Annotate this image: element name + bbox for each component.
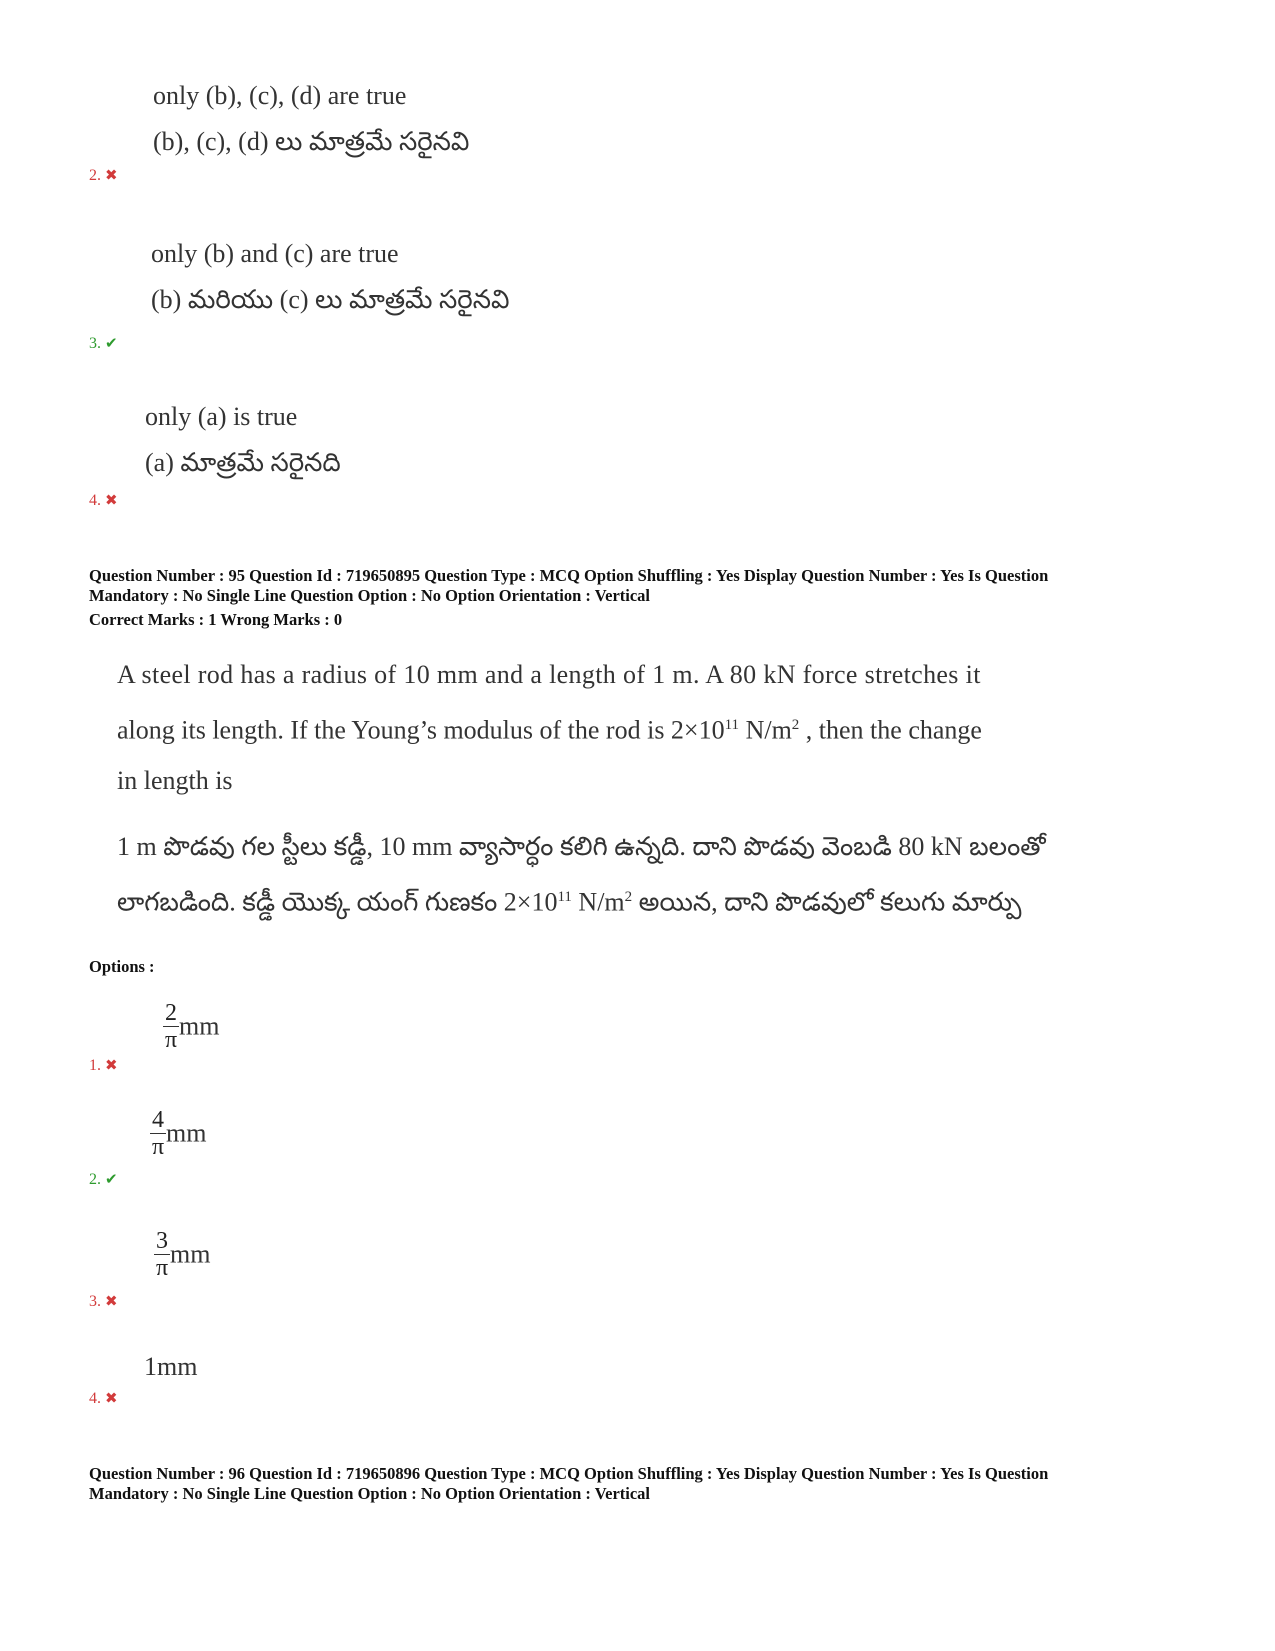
option-text-te: (a) మాత్రమే సరైనది: [145, 448, 341, 477]
option-text-te: (b) మరియు (c) లు మాత్రమే సరైనవి: [151, 285, 510, 314]
fraction: [150, 1107, 166, 1160]
option-number: 4.: [89, 1390, 101, 1407]
option-marker: [89, 1057, 118, 1075]
question-line-part: లాగబడింది. కడ్డీ యొక్క యంగ్ గుణకం 2×10: [117, 887, 558, 917]
unit: N/m: [739, 715, 792, 745]
option-number: 4.: [89, 492, 101, 509]
denominator: π: [164, 1027, 178, 1053]
question-95-text-en: [117, 650, 1017, 806]
question-meta-line: Question Number : 95 Question Id : 719650895 Question Type : MCQ Option Shuffling : Yes Display Question Number : Yes Is Question: [89, 566, 1049, 585]
option-number: 1.: [89, 1057, 101, 1074]
options-label: Options :: [89, 957, 155, 976]
option-number: 2.: [89, 167, 101, 184]
option-text-en: only (b) and (c) are true: [151, 239, 399, 268]
option-number: 2.: [89, 1171, 101, 1188]
option-number: 3.: [89, 335, 101, 352]
option-marker: [89, 1390, 118, 1408]
check-mark-icon: ✔: [105, 336, 118, 352]
question-line-part: , then the change: [799, 715, 982, 745]
cross-mark-icon: ✖: [105, 1391, 118, 1407]
unit: N/m: [571, 887, 625, 917]
option-formula: [150, 1107, 206, 1160]
question-meta-line: Mandatory : No Single Line Question Option : No Option Orientation : Vertical: [89, 586, 651, 605]
option-marker: [89, 167, 118, 185]
question-line: 1 m పొడవు గల స్టీలు కడ్డీ, 10 mm వ్యాసార్ధం కలిగి ఉన్నది. దాని పొడవు వెంబడి 80 kN బలంతో: [117, 832, 1046, 861]
cross-mark-icon: ✖: [105, 1294, 118, 1310]
option-marker: [89, 1293, 118, 1311]
cross-mark-icon: ✖: [105, 493, 118, 509]
question-line-part: అయిన, దాని పొడవులో కలుగు మార్పు: [632, 887, 1022, 917]
exponent: 2: [791, 717, 800, 733]
cross-mark-icon: ✖: [105, 1058, 118, 1074]
check-mark-icon: ✔: [105, 1172, 118, 1188]
question-95-text-te: [117, 822, 1046, 928]
question-meta-line: Mandatory : No Single Line Question Option : No Option Orientation : Vertical: [89, 1484, 651, 1503]
question-line: in length is: [117, 765, 233, 795]
fraction: [163, 1000, 179, 1053]
question-95-meta: [89, 566, 1199, 606]
unit: mm: [179, 1011, 220, 1041]
option-number: 3.: [89, 1293, 101, 1310]
question-line: [117, 700, 1017, 756]
option-text-te: (b), (c), (d) లు మాత్రమే సరైనవి: [153, 127, 470, 156]
question-line: [117, 872, 1037, 928]
numerator: 4: [152, 1107, 164, 1133]
numerator: 2: [165, 1000, 177, 1026]
cross-mark-icon: ✖: [105, 168, 118, 184]
option-marker: [89, 335, 118, 353]
fraction: [154, 1228, 170, 1281]
question-line: A steel rod has a radius of 10 mm and a length of 1 m. A 80 kN force stretches it: [117, 660, 981, 689]
denominator: π: [155, 1255, 169, 1281]
unit: mm: [170, 1239, 211, 1269]
question-96-meta: [89, 1464, 1199, 1504]
option-text-en: only (a) is true: [145, 402, 298, 431]
option-text: 1mm: [144, 1352, 198, 1381]
denominator: π: [151, 1134, 165, 1160]
option-marker: [89, 1171, 118, 1189]
exponent: 2: [624, 889, 633, 905]
option-formula: [154, 1228, 210, 1281]
unit: mm: [166, 1118, 207, 1148]
question-line-part: along its length. If the Young’s modulus of the rod is 2×10: [117, 715, 725, 745]
exponent: 11: [724, 717, 740, 733]
question-95-marks: Correct Marks : 1 Wrong Marks : 0: [89, 610, 343, 629]
question-meta-line: Question Number : 96 Question Id : 719650896 Question Type : MCQ Option Shuffling : Yes Display Question Number : Yes Is Question: [89, 1464, 1049, 1483]
option-marker: [89, 492, 118, 510]
numerator: 3: [156, 1228, 168, 1254]
exponent: 11: [557, 889, 572, 905]
option-text-en: only (b), (c), (d) are true: [153, 81, 407, 110]
option-formula: [163, 1000, 219, 1053]
